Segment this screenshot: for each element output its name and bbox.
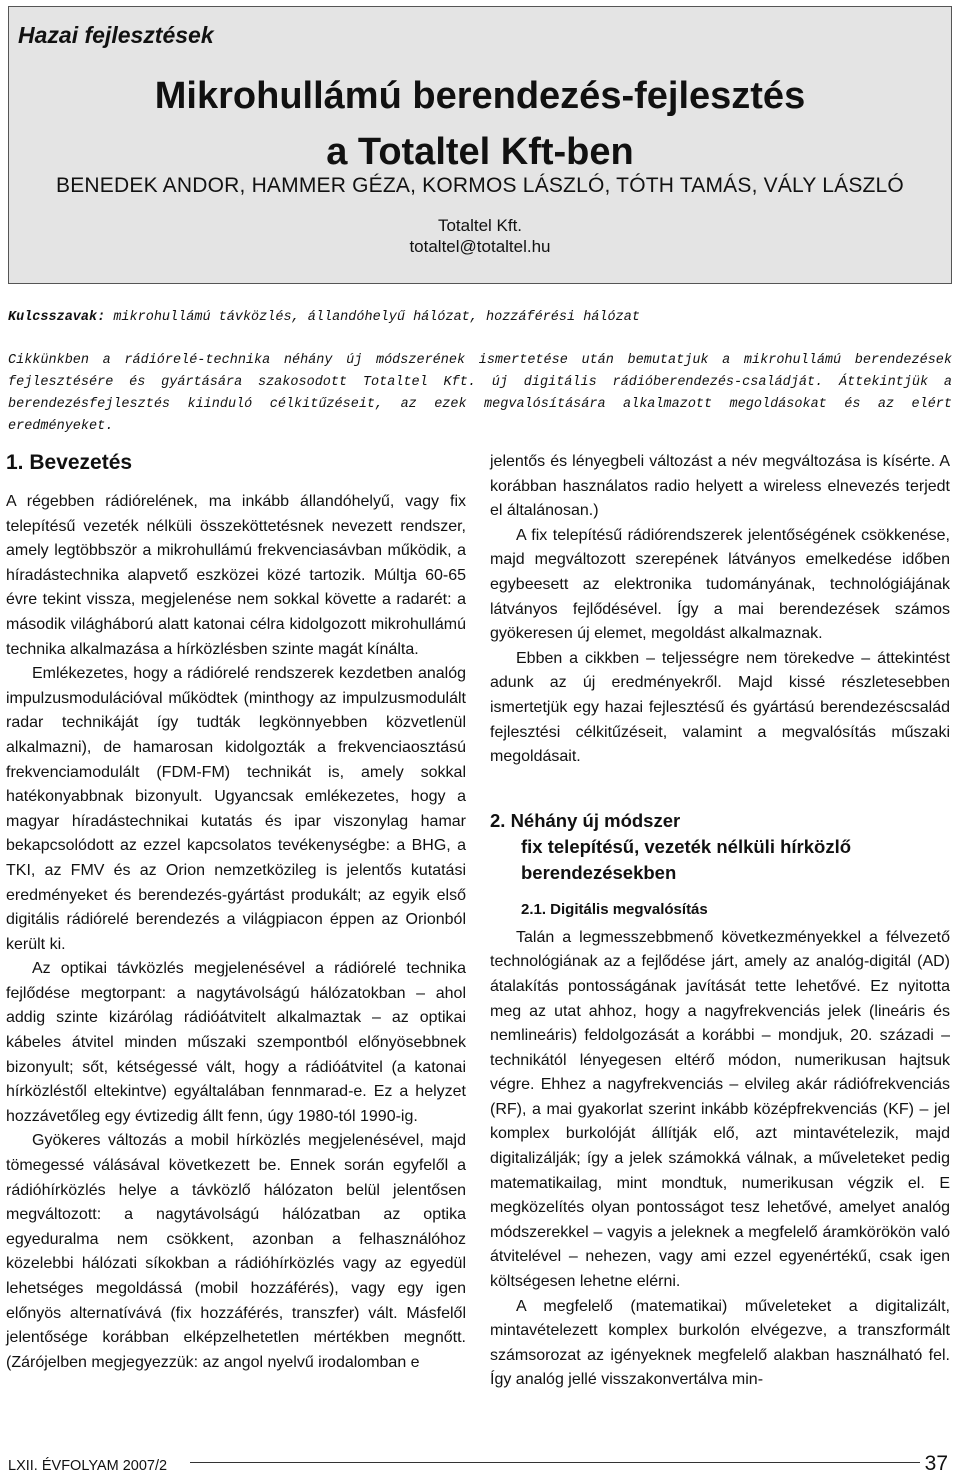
paragraph: A régebben rádiórelének, ma inkább állandóhelyű, vagy fix telepítésű vezeték nélküli összeköttetésnek nevezett rendszer, amely legtöbbször a mikrohullámú frekvenciasávban működik, a híradástechnika alapvető eszközei közé tartozik. Múltja 60-65 évre tekint vissza, megjelenése nem sokkal követte a radarét: a második világháború alatt katonai célra kidolgozott mikrohullámú technika alkalmazása a hírközlésben szinte magát kínálta.	[6, 493, 466, 658]
email: totaltel@totaltel.hu	[409, 237, 551, 256]
title-line-2: a Totaltel Kft-ben	[326, 131, 634, 173]
section-heading-1: 1. Bevezetés	[6, 451, 133, 474]
journal-issue: LXII. ÉVFOLYAM 2007/2	[8, 1458, 168, 1474]
right-column	[490, 450, 950, 1393]
abstract: Cikkünkben a rádiórelé-technika néhány új módszerének ismertetése után bemutatjuk a mikrohullámú berendezések fejlesztésére és gyártására szakosodott Totaltel Kft. új digitális rádióberendezés-családját. Áttekintjük a berendezésfejlesztés kiinduló célkitűzéseit, az ezek megvalósítására alkalmazott megoldásokat és az elért eredményeket.	[8, 353, 952, 434]
heading-2-line-3: berendezésekben	[521, 861, 677, 883]
affiliation: Totaltel Kft.	[437, 216, 523, 235]
paragraph: Gyökeres változás a mobil hírközlés megjelenésével, majd tömegessé válásával következett be. Ennek során egyfelől a rádióhírközlés helye a távközlő hálózaton belül jelentősen megváltozott: a nagytávolságú hálózatban az optika egyeduralma nem csökkent, azonban a felhasználóhoz közelebbi hálózati síkokban a rádióhírközlés vagy az egyedül lehetséges megoldássá (mobil hozzáférés), vagy egy igen előnyös alternatívává (fix hozzáférés, transzfer) vált. Másfelől jelentősége korábban elképzelhetetlen mértékben megnőtt. (Zárójelben megjegyezzük: az angol nyelvű irodalomban e	[6, 1132, 466, 1371]
heading-2-line-1: 2. Néhány új módszer	[490, 809, 681, 831]
paragraph: Talán a legmesszebbmenő következményekkel a félvezető technológiának az a fejlődése járt, amely az analóg-digitál (AD) átalakítás pontosságának javítását tette lehetővé. Ez nyitotta meg az utat ahhoz, hogy a nagyfrekvenciás jelek (lineáris és nemlineáris) feldolgozását a korábbi – mondjuk, 20. századi – technikától lényegesen eltérő módon, numerikusan hajtsuk végre. Ehhez a nagyfrekvenciás – elvileg akár rádiófrekvenciás (RF), a mai gyakorlat szerint inkább középfrekvenciás (KF) – jel komplex burkolóját állítják elő, azt mintavételezik, majd digitalizálják; így a jelek számokká válnak, a műveleteket pedig matematikailag, mint mondtuk, numerikusan végzik el. E megközelítés olyan pontosságot tesz lehetővé, amelyet analóg módszerekkel – vagyis a jeleknek a megfelelő áramkörökön való átvitelével – nehezen, vagy ami ezzel egyenértékű, csak igen költségesen lehetne elérni.	[490, 928, 950, 1291]
affiliation-block	[0, 215, 960, 257]
section-label: Hazai fejlesztések	[18, 22, 214, 48]
paragraph: jelentős és lényegbeli változást a név megváltozása is kísérte. A korábban használatos radio helyett a wireless elnevezés terjedt el általánosan.)	[490, 453, 950, 520]
keywords	[8, 310, 952, 325]
paragraph: Ebben a cikkben – teljességre nem törekedve – áttekintést adunk az új eredményekről. Majd kissé részletesebben ismertetjük egy hazai fejlesztésű és gyártású berendezéscsalád fejlesztési célkitűzéseit, valamint a megvalósítás műszaki megoldásait.	[490, 649, 950, 766]
subsection-heading: 2.1. Digitális megvalósítás	[521, 900, 708, 918]
article-title	[0, 68, 960, 180]
paragraph: A megfelelő (matematikai) műveleteket a digitalizált, mintavételezett komplex burkolón elvégezve, a transzformált számsorozat az igényeknek megfelelő alakban használható fel. Így analóg jellé visszakonvertálva min-	[490, 1297, 950, 1389]
section-heading-2	[490, 808, 950, 886]
paragraph: Emlékezetes, hogy a rádiórelé rendszerek kezdetben analóg impulzusmodulációval működtek (minthogy az impulzusmodulált radar technikáját így tudták legkönnyebben közvetlenül alkalmazni), de hamarosan kidolgozták a frekvenciaosztású frekvenciamodulált (FDM-FM) technikát is, amely sokkal hatékonyabbnak bizonyult. Ugyancsak emlékezetes, hogy a magyar híradástechnikai kutatás és ipar viszonylag hamar bekapcsolódott az ezzel kapcsolatos tevékenységbe: a BHG, a TKI, az FMV és az Orion nemzetközileg is jelentős kutatási eredményeket és berendezés-gyártást produkált; az egyik első digitális rádiórelé berendezés a világpiacon éppen az Orionból került ki.	[6, 665, 466, 953]
heading-2-line-2: fix telepítésű, vezeték nélküli hírközlő	[521, 835, 852, 857]
keywords-label: Kulcsszavak:	[8, 310, 106, 325]
paragraph: Az optikai távközlés megjelenésével a rádiórelé technika fejlődése megtorpant: a nagytávolságú hálózatokban – ahol addig szinte kizárólag rádióátvitelt alkalmaztak – az optikai kábeles átvitel minden műszaki szempontból előnyösebbnek bizonyult; sőt, kétségessé vált, hogy a rádióátvitel (a katonai hírközléstől eltekintve) egyáltalában fennmarad-e. Ez a helyzet hozzávetőleg egy évtizedig állt fenn, úgy 1980-tól 1990-ig.	[6, 960, 466, 1125]
left-column	[6, 450, 466, 1375]
keywords-text: mikrohullámú távközlés, állandóhelyű hálózat, hozzáférési hálózat	[113, 310, 640, 325]
footer-divider	[190, 1462, 920, 1463]
authors: BENEDEK ANDOR, HAMMER GÉZA, KORMOS LÁSZLÓ, TÓTH TAMÁS, VÁLY LÁSZLÓ	[56, 174, 904, 197]
page-number: 37	[924, 1452, 948, 1475]
paragraph: A fix telepítésű rádiórendszerek jelentőségének csökkenése, majd megváltozott szerepének látványos emelkedése időben egybeesett az elektronika tudományának, technológiájának látványos fejlődésével. Így a mai berendezések számos gyökeresen új elemet, megoldást alkalmaznak.	[490, 526, 950, 643]
title-line-1: Mikrohullámú berendezés-fejlesztés	[154, 75, 806, 117]
